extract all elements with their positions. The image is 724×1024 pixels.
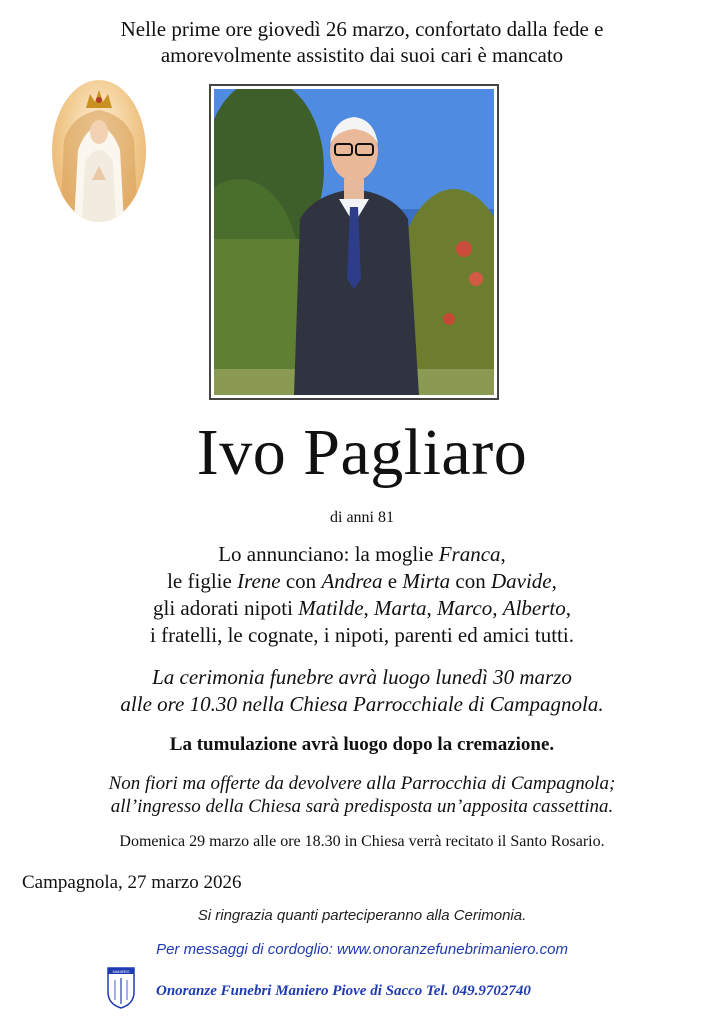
announcement-line-1 bbox=[0, 541, 724, 568]
announcement-text: gli adorati nipoti bbox=[152, 596, 299, 620]
family-name: Franca bbox=[438, 542, 501, 566]
announcement bbox=[0, 541, 724, 649]
portrait-frame bbox=[209, 84, 499, 400]
condolences-link[interactable]: Per messaggi di cordoglio: www.onoranzefunebrimaniero.com bbox=[156, 941, 568, 958]
maniero-logo-icon bbox=[106, 966, 136, 1010]
announcement-text: e bbox=[382, 569, 403, 593]
family-name: Davide bbox=[490, 569, 552, 593]
madonna-image bbox=[52, 80, 146, 222]
rosary-note: Domenica 29 marzo alle ore 18.30 in Chiesa verrà recitato il Santo Rosario. bbox=[119, 833, 605, 850]
announcement-text: , bbox=[363, 596, 375, 620]
announcement-text: , bbox=[426, 596, 438, 620]
thanks-note: Si ringrazia quanti parteciperanno alla Cerimonia. bbox=[197, 907, 527, 924]
family-name: Mirta bbox=[402, 569, 451, 593]
place-date: Campagnola, 27 marzo 2026 bbox=[22, 872, 242, 893]
age: di anni 81 bbox=[330, 509, 394, 526]
announcement-line-3 bbox=[0, 595, 724, 622]
agency-contact: Onoranze Funebri Maniero Piove di Sacco Tel. 049.9702740 bbox=[156, 983, 531, 999]
donation-line-2: all’ingresso della Chiesa sarà predisposta un’apposita cassettina. bbox=[110, 796, 614, 817]
deceased-portrait-photo bbox=[214, 89, 494, 395]
agency-logo bbox=[106, 966, 136, 1010]
announcement-text: , bbox=[565, 596, 572, 620]
announcement-line-2 bbox=[0, 568, 724, 595]
family-name: Irene bbox=[237, 569, 281, 593]
intro-line-1: Nelle prime ore giovedì 26 marzo, confortato dalla fede e bbox=[120, 17, 604, 41]
family-name: Marta bbox=[374, 596, 427, 620]
deceased-name: Ivo Pagliaro bbox=[196, 416, 528, 489]
family-name: Andrea bbox=[321, 569, 383, 593]
intro-text bbox=[0, 16, 724, 68]
ceremony-info bbox=[0, 664, 724, 718]
announcement-text: con bbox=[280, 569, 322, 593]
ceremony-line-2: alle ore 10.30 nella Chiesa Parrocchiale di Campagnola. bbox=[120, 692, 604, 716]
family-name: Marco bbox=[437, 596, 493, 620]
announcement-text: le figlie bbox=[167, 569, 238, 593]
family-name: Matilde bbox=[298, 596, 364, 620]
madonna-portrait-icon bbox=[52, 80, 146, 222]
intro-line-2: amorevolmente assistito dai suoi cari è mancato bbox=[160, 43, 564, 67]
announcement-text: con bbox=[450, 569, 491, 593]
announcement-text: , bbox=[492, 596, 503, 620]
announcement-text: Lo annunciano: la moglie bbox=[218, 542, 439, 566]
donation-line-1: Non fiori ma offerte da devolvere alla Parrocchia di Campagnola; bbox=[108, 773, 616, 794]
ceremony-line-1: La cerimonia funebre avrà luogo lunedì 30 marzo bbox=[152, 665, 572, 689]
family-name: Alberto bbox=[502, 596, 566, 620]
burial-note: La tumulazione avrà luogo dopo la cremazione. bbox=[169, 734, 555, 755]
announcement-text: , bbox=[551, 569, 557, 593]
donation-note bbox=[0, 772, 724, 818]
logo-text: MANIERO bbox=[112, 970, 130, 974]
announcement-text: , bbox=[500, 542, 506, 566]
announcement-line-4: i fratelli, le cognate, i nipoti, parenti ed amici tutti. bbox=[150, 623, 574, 647]
